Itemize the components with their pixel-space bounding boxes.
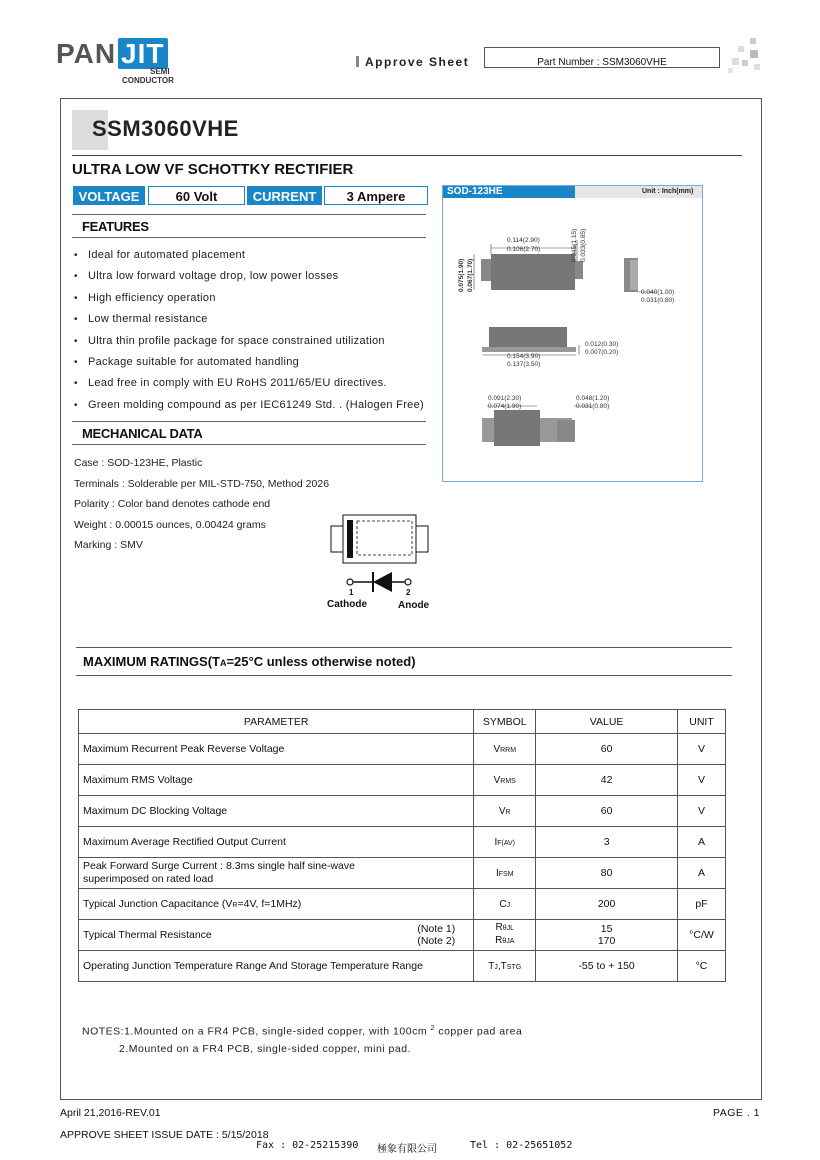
dim-length-max: 0.114(2.90): [507, 237, 540, 244]
footer-tel: Tel : 02-25651052: [470, 1140, 573, 1151]
value-cell: 200: [536, 889, 678, 920]
table-row: [79, 796, 726, 827]
feature-item: • Ultra low forward voltage drop, low power losses: [72, 266, 432, 287]
param-cell: [79, 858, 474, 889]
package-name: SOD-123HE: [443, 186, 575, 198]
mechanical-list: [74, 453, 329, 556]
value-cell: 42: [536, 765, 678, 796]
footer-issue-date: APPROVE SHEET ISSUE DATE : 5/15/2018: [60, 1129, 269, 1141]
footer-date-revision: April 21,2016-REV.01: [60, 1107, 161, 1119]
dim-lead-pad-max: 0.048(1.20): [576, 395, 610, 402]
notes-block: [82, 1020, 522, 1058]
dim-width-min: 0.067(1.70): [467, 258, 474, 292]
unit-cell: V: [678, 796, 726, 827]
dim-width-max: 0.075(1.90): [458, 258, 465, 292]
symbol-sub: J: [506, 901, 511, 909]
dim-height-min: 0.031(0.80): [641, 297, 675, 304]
param-cell: Maximum Recurrent Peak Reverse Voltage: [79, 734, 474, 765]
value-cell: 60: [536, 734, 678, 765]
mechanical-heading: MECHANICAL DATA: [72, 421, 426, 445]
param-text-tail: =4V, f=1MHz): [237, 898, 302, 910]
feature-item: • Ultra thin profile package for space constrained utilization: [72, 331, 432, 352]
value-cell: 3: [536, 827, 678, 858]
part-number-box: Part Number : SSM3060VHE: [484, 47, 720, 68]
value-cell: 80: [536, 858, 678, 889]
symbol-main: T: [488, 960, 495, 972]
symbol-cell: [474, 920, 536, 951]
param-line: superimposed on rated load: [83, 873, 214, 885]
product-subtitle: ULTRA LOW VF SCHOTTKY RECTIFIER: [72, 161, 354, 178]
param-cell: Maximum RMS Voltage: [79, 765, 474, 796]
thermal-notes: [417, 923, 469, 947]
table-row: [79, 734, 726, 765]
footer-page-number: PAGE . 1: [713, 1107, 760, 1119]
symbol-sub: RMS: [500, 777, 516, 785]
param-cell: [79, 889, 474, 920]
dim-lead-width-max: 0.045(1.15): [571, 228, 578, 262]
unit-cell: A: [678, 827, 726, 858]
symbol-main: R: [495, 935, 503, 946]
symbol-cell: [474, 765, 536, 796]
table-row: [79, 827, 726, 858]
features-heading: FEATURES: [72, 214, 426, 238]
voltage-value: 60 Volt: [148, 186, 245, 205]
ratings-table: [78, 709, 726, 982]
dim-pad-min: 0.074(1.90): [488, 403, 522, 410]
dim-lead-width-min: 0.033(0.85): [580, 228, 587, 262]
dim-overall-max: 0.154(3.90): [507, 353, 541, 360]
column-header: SYMBOL: [474, 710, 536, 734]
features-list: [72, 245, 432, 416]
feature-item: • Package suitable for automated handling: [72, 352, 432, 373]
value-line: 170: [597, 935, 616, 947]
mechanical-item: Polarity : Color band denotes cathode end: [74, 498, 271, 510]
symbol-sub: θJL: [502, 925, 515, 932]
unit-cell: V: [678, 734, 726, 765]
cathode-label: Cathode: [327, 599, 367, 610]
note-line-1: [82, 1020, 522, 1041]
dim-overall-min: 0.137(3.50): [507, 361, 541, 368]
current-label: CURRENT: [247, 186, 322, 205]
note-text: NOTES:1.Mounted on a FR4 PCB, single-sided copper, with 100cm: [82, 1025, 428, 1038]
dim-length-min: 0.106(2.70): [507, 246, 541, 253]
footer-fax: Fax : 02-25215390: [256, 1140, 359, 1151]
package-unit: Unit : Inch(mm): [642, 188, 694, 195]
column-header: PARAMETER: [79, 710, 474, 734]
symbol-main: V: [493, 774, 501, 786]
symbol-sub: θJA: [502, 938, 515, 945]
symbol-main: I: [494, 836, 498, 848]
symbol-main: C: [499, 898, 507, 910]
logo-accent-text: JIT: [118, 38, 167, 69]
symbol-sub: STG: [506, 963, 522, 971]
param-text: Typical Thermal Resistance: [83, 929, 212, 941]
value-cell: [536, 920, 678, 951]
param-line: Peak Forward Surge Current : 8.3ms single half sine-wave: [83, 860, 355, 872]
dim-pad-max: 0.091(2.30): [488, 395, 522, 402]
note-ref: (Note 1): [417, 923, 456, 935]
column-header: VALUE: [536, 710, 678, 734]
value-cell: 60: [536, 796, 678, 827]
symbol-sub: FSM: [498, 870, 514, 878]
symbol-cell: [474, 858, 536, 889]
symbol-sub: J: [494, 963, 498, 971]
symbol-cell: [474, 734, 536, 765]
logo-main-text: PAN: [56, 38, 117, 69]
pin1-label: 1: [349, 588, 354, 597]
ratings-heading: [76, 647, 732, 676]
dim-lead-pad-min: 0.031(0.80): [576, 403, 610, 410]
symbol-line: [478, 922, 531, 935]
param-cell: Operating Junction Temperature Range And Storage Temperature Range: [79, 951, 474, 982]
feature-item: • Lead free in comply with EU RoHS 2011/65/EU directives.: [72, 373, 432, 394]
voltage-label: VOLTAGE: [73, 186, 145, 205]
page-title: SSM3060VHE: [92, 116, 239, 141]
param-cell: Maximum DC Blocking Voltage: [79, 796, 474, 827]
value-cell: -55 to + 150: [536, 951, 678, 982]
note-superscript: 2: [430, 1025, 435, 1032]
anode-label: Anode: [398, 600, 430, 611]
unit-cell: °C/W: [678, 920, 726, 951]
symbol-main: V: [493, 743, 501, 755]
note-line-2: 2.Mounted on a FR4 PCB, single-sided copper, mini pad.: [119, 1042, 411, 1055]
symbol-sub: R: [505, 808, 511, 816]
current-value: 3 Ampere: [324, 186, 428, 205]
param-text: Typical Junction Capacitance (V: [83, 898, 233, 910]
table-row: [79, 765, 726, 796]
footer-company: 極象有限公司: [377, 1144, 437, 1155]
param-cell: [79, 920, 474, 951]
note-ref: (Note 2): [417, 935, 456, 947]
dim-lead-thick-max: 0.012(0.30): [585, 341, 619, 348]
unit-cell: °C: [678, 951, 726, 982]
table-row: [79, 920, 726, 951]
mechanical-item: Weight : 0.00015 ounces, 0.00424 grams: [74, 518, 266, 531]
dim-height-max: 0.040(1.00): [641, 289, 675, 296]
table-row: [79, 858, 726, 889]
pin2-label: 2: [406, 588, 411, 597]
logo-sub-conductor: CONDUCTOR: [122, 76, 174, 85]
dim-lead-thick-min: 0.007(0.20): [585, 349, 619, 356]
logo-sub-semi: SEMI: [150, 67, 170, 76]
symbol-cell: [474, 827, 536, 858]
company-logo: [56, 40, 168, 68]
table-header-row: [79, 710, 726, 734]
symbol-cell: [474, 889, 536, 920]
mechanical-item: Case : SOD-123HE, Plastic: [74, 457, 203, 469]
note-text-tail: copper pad area: [438, 1025, 523, 1038]
table-row: [79, 889, 726, 920]
mechanical-item: Marking : SMV: [74, 539, 143, 551]
feature-item: • Ideal for automated placement: [72, 245, 432, 266]
column-header: UNIT: [678, 710, 726, 734]
param-sub: R: [232, 902, 238, 909]
title-divider: [72, 155, 742, 156]
symbol-sub: F(AV): [497, 839, 516, 847]
table-row: [79, 951, 726, 982]
param-cell: Maximum Average Rectified Output Current: [79, 827, 474, 858]
symbol-line: [478, 935, 531, 948]
unit-cell: V: [678, 765, 726, 796]
symbol-sub: RRM: [500, 746, 517, 754]
ratings-heading-tail: =25°C unless otherwise noted): [226, 654, 416, 669]
symbol-main: V: [498, 805, 506, 817]
logo-subtitle: [122, 67, 174, 85]
feature-item: • Low thermal resistance: [72, 309, 432, 330]
value-line: 15: [600, 923, 613, 935]
feature-item: • Green molding compound as per IEC61249 Std. . (Halogen Free): [72, 395, 432, 416]
symbol-main: R: [495, 922, 503, 933]
symbol-cell: [474, 951, 536, 982]
unit-cell: A: [678, 858, 726, 889]
unit-cell: pF: [678, 889, 726, 920]
mechanical-item: Terminals : Solderable per MIL-STD-750, Method 2026: [74, 477, 330, 490]
symbol-cell: [474, 796, 536, 827]
symbol-main: I: [495, 867, 499, 879]
feature-item: • High efficiency operation: [72, 288, 432, 309]
ratings-heading-sub: A: [219, 658, 227, 668]
approve-sheet-label: Approve Sheet: [356, 55, 469, 69]
ratings-heading-text: MAXIMUM RATINGS(T: [83, 654, 220, 669]
symbol-main: ,T: [497, 960, 507, 972]
decorative-squares-icon: [726, 38, 762, 74]
